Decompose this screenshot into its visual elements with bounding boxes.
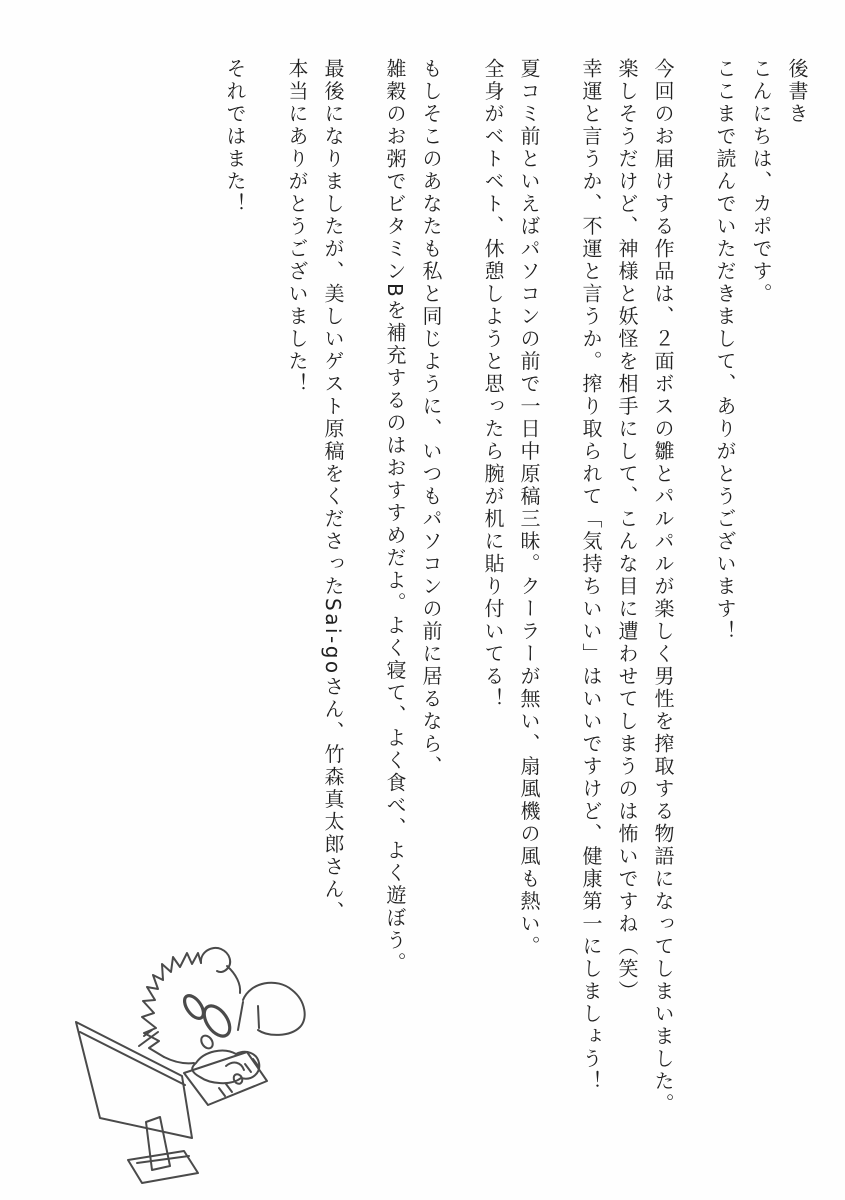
paragraph-health-advice [377,58,449,1133]
monitor-drawing [76,1022,198,1183]
text-line: ここまで読んでいただきまして、ありがとうございます！ [713,58,737,643]
paragraph-summer-comiket [475,58,547,1133]
text-line: それではまた！ [223,58,247,216]
paragraph-greeting [707,58,779,1133]
tablet-drawing [184,1052,267,1105]
text-line: 今回のお届けする作品は、２面ボスの雛とパルパルが楽しく男性を搾取する物語になってしまいました。 [651,58,675,1116]
text-line: もしそこのあなたも私と同じように、いつもパソコンの前に居るなら、 [419,58,443,778]
text-line: 夏コミ前といえばパソコンの前で一日中原稿三昧。クーラーが無い、扇風機の風も熱い。 [517,58,541,958]
text-line: 最後になりましたが、美しいゲスト原稿をくださったSai-goさん、竹森真太郎さん、 [321,58,345,924]
text-line: 全身がベトベト、休憩しようと思ったら腕が机に貼り付いてる！ [481,58,505,711]
artist-figure [142,948,305,1083]
afterword-title: 後書き [785,58,809,126]
text-line: 楽しそうだけど、神様と妖怪を相手にして、こんな目に遭わせてしまうのは怖いですね（笑） [615,58,639,1003]
paragraph-about-work [573,58,681,1133]
text-line: 本当にありがとうございました！ [285,58,309,396]
text-line: 雑穀のお粥でビタミンBを補充するのはおすすめだよ。よく寝て、よく食べ、よく遊ぼう。 [383,58,407,975]
text-line: 幸運と言うか、不運と言うか。搾り取られて「気持ちいい」はいいですけど、健康第一にしましょう！ [579,58,603,1093]
tired-artist-doodle-illustration [50,930,340,1195]
text-line: こんにちは、カポです。 [749,58,773,306]
